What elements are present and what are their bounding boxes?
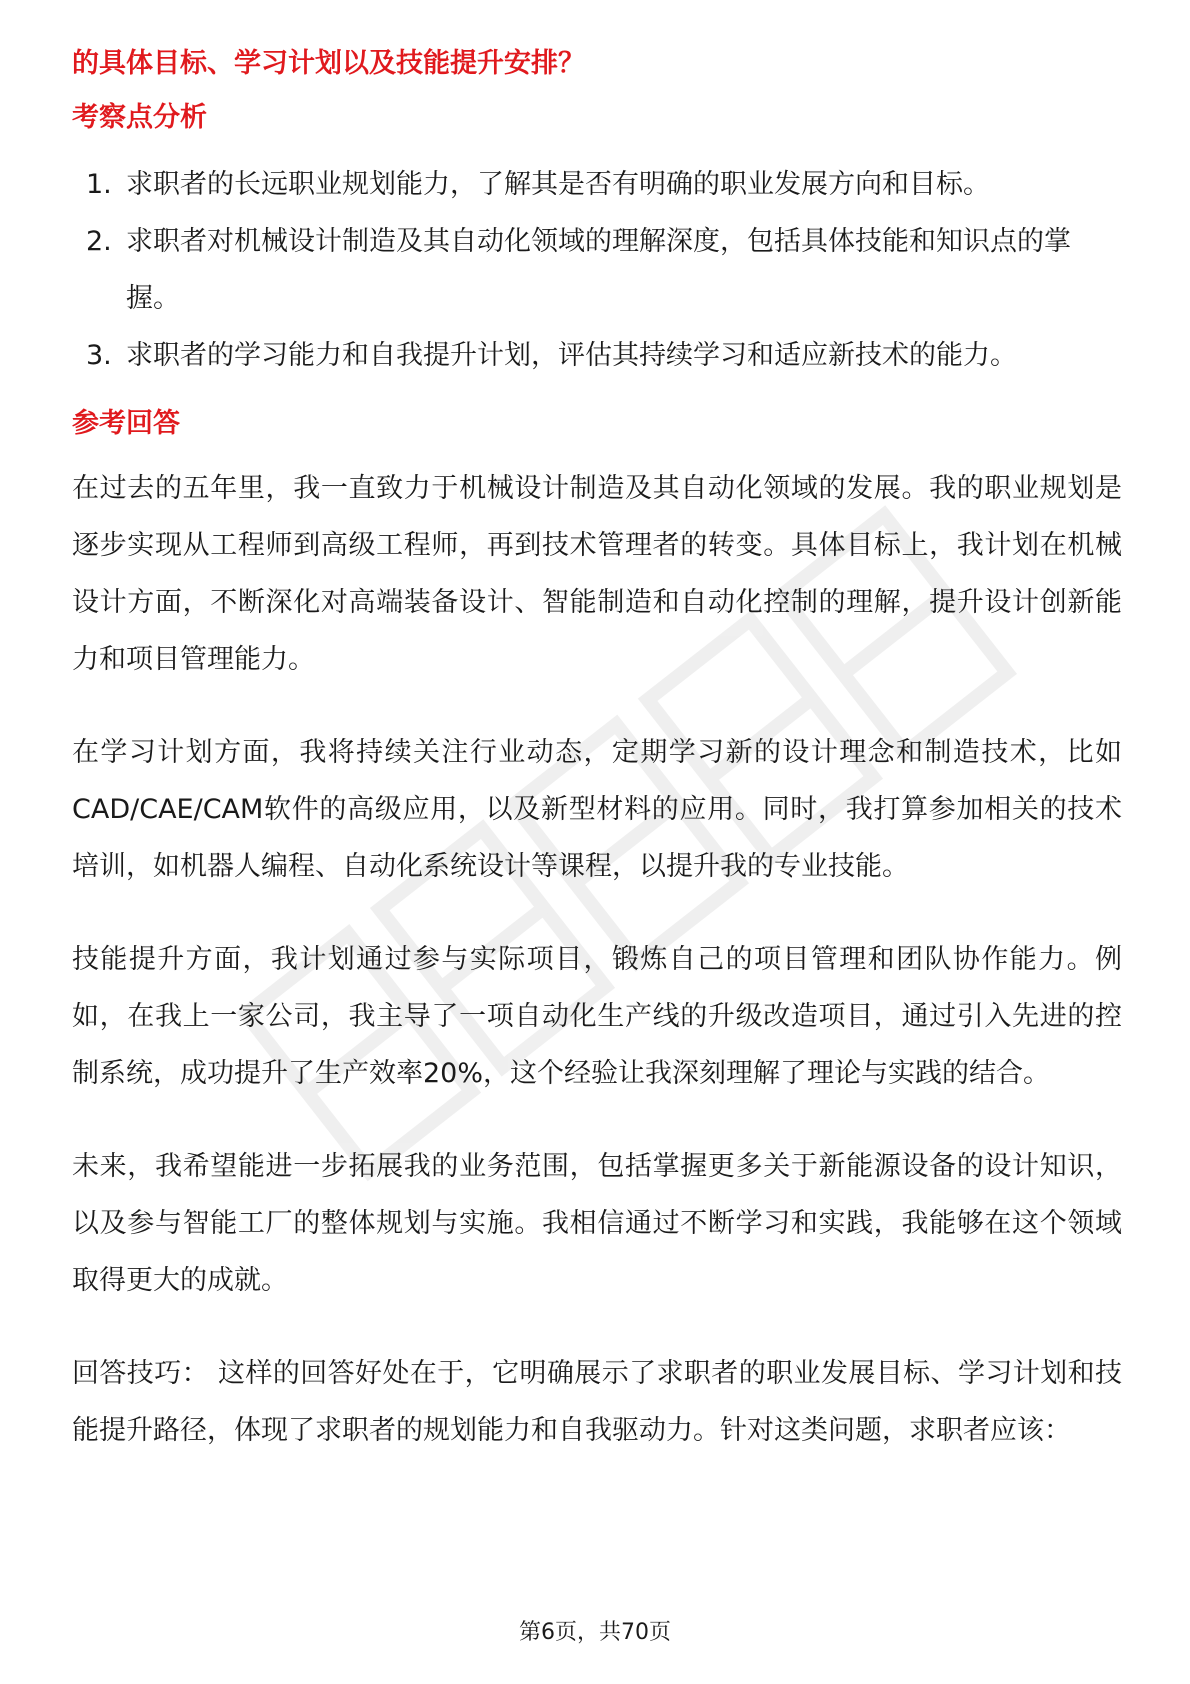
list-item [72,156,1122,213]
list-item-number: 2. [86,226,112,257]
list-item-number: 1. [86,169,112,200]
analysis-list [72,156,1122,384]
list-item [72,327,1122,384]
main-content [72,44,1122,1495]
answer-tip-paragraph: 回答技巧： 这样的回答好处在于，它明确展示了求职者的职业发展目标、学习计划和技能提升路径，体现了求职者的规划能力和自我驱动力。针对这类问题，求职者应该： [72,1358,1122,1446]
answer-paragraph: 在学习计划方面，我将持续关注行业动态，定期学习新的设计理念和制造技术，比如CAD/CAE/CAM软件的高级应用，以及新型材料的应用。同时，我打算参加相关的技术培训，如机器人编程、自动化系统设计等课程，以提升我的专业技能。 [72,737,1122,882]
list-item-text: 求职者的学习能力和自我提升计划，评估其持续学习和适应新技术的能力。 [126,340,1017,371]
page-number: 第6页，共70页 [519,1620,671,1645]
answer-heading: 参考回答 [72,408,180,439]
list-item [72,213,1122,327]
list-item-text: 求职者对机械设计制造及其自动化领域的理解深度，包括具体技能和知识点的掌握。 [126,226,1071,314]
analysis-heading: 考察点分析 [72,102,207,133]
answer-paragraph: 未来，我希望能进一步拓展我的业务范围，包括掌握更多关于新能源设备的设计知识，以及参与智能工厂的整体规划与实施。我相信通过不断学习和实践，我能够在这个领域取得更大的成就。 [72,1151,1122,1296]
question-tail: 的具体目标、学习计划以及技能提升安排？ [72,48,585,79]
list-item-number: 3. [86,340,112,371]
answer-paragraph: 技能提升方面，我计划通过参与实际项目，锻炼自己的项目管理和团队协作能力。例如，在我上一家公司，我主导了一项自动化生产线的升级改造项目，通过引入先进的控制系统，成功提升了生产效率20%，这个经验让我深刻理解了理论与实践的结合。 [72,944,1122,1089]
answer-paragraph: 在过去的五年里，我一直致力于机械设计制造及其自动化领域的发展。我的职业规划是逐步实现从工程师到高级工程师，再到技术管理者的转变。具体目标上，我计划在机械设计方面，不断深化对高端装备设计、智能制造和自动化控制的理解，提升设计创新能力和项目管理能力。 [72,473,1122,675]
list-item-text: 求职者的长远职业规划能力，了解其是否有明确的职业发展方向和目标。 [126,169,990,200]
